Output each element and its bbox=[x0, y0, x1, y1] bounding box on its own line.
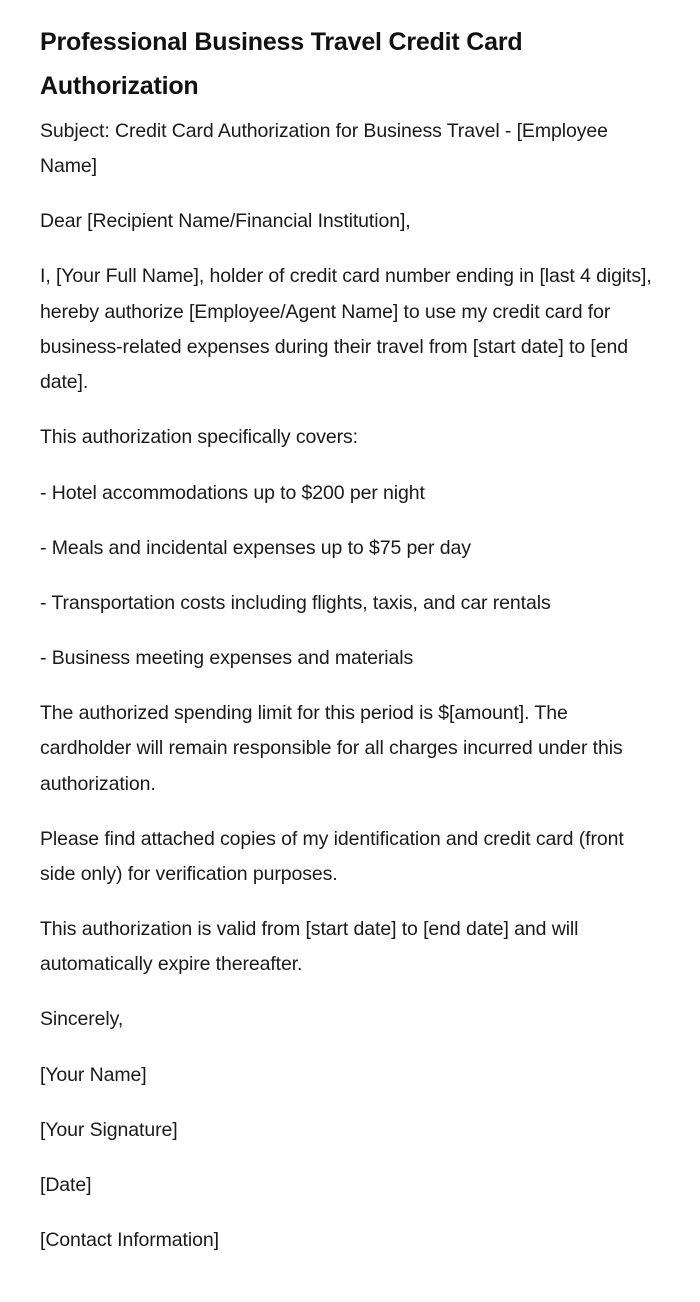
signer-date: [Date] bbox=[40, 1173, 92, 1196]
intro-paragraph: I, [Your Full Name], holder of credit card number ending in [last 4 digits], hereby authorize [Employee/Agent Name] to use my credit card for business-related expenses during their travel from [start date] to [end date]. bbox=[40, 265, 652, 394]
coverage-intro: This authorization specifically covers: bbox=[40, 426, 358, 449]
signer-name: [Your Name] bbox=[40, 1063, 147, 1086]
signer-contact: [Contact Information] bbox=[40, 1228, 219, 1251]
closing: Sincerely, bbox=[40, 1008, 124, 1031]
coverage-item-transportation: - Transportation costs including flights, taxis, and car rentals bbox=[40, 591, 551, 614]
coverage-item-hotel: - Hotel accommodations up to $200 per night bbox=[40, 481, 425, 504]
subject-line: Subject: Credit Card Authorization for Business Travel - [Employee Name] bbox=[40, 120, 608, 178]
salutation: Dear [Recipient Name/Financial Institution], bbox=[40, 210, 411, 233]
document-title: Professional Business Travel Credit Card Authorization bbox=[40, 28, 523, 100]
attachments-paragraph: Please find attached copies of my identification and credit card (front side only) for verification purposes. bbox=[40, 827, 624, 885]
coverage-item-meetings: - Business meeting expenses and materials bbox=[40, 646, 414, 669]
validity-paragraph: This authorization is valid from [start date] to [end date] and will automatically expire thereafter. bbox=[40, 918, 579, 976]
spending-limit-paragraph: The authorized spending limit for this period is $[amount]. The cardholder will remain responsible for all charges incurred under this authorization. bbox=[40, 701, 623, 795]
signer-signature: [Your Signature] bbox=[40, 1118, 178, 1141]
coverage-item-meals: - Meals and incidental expenses up to $75 per day bbox=[40, 536, 471, 559]
